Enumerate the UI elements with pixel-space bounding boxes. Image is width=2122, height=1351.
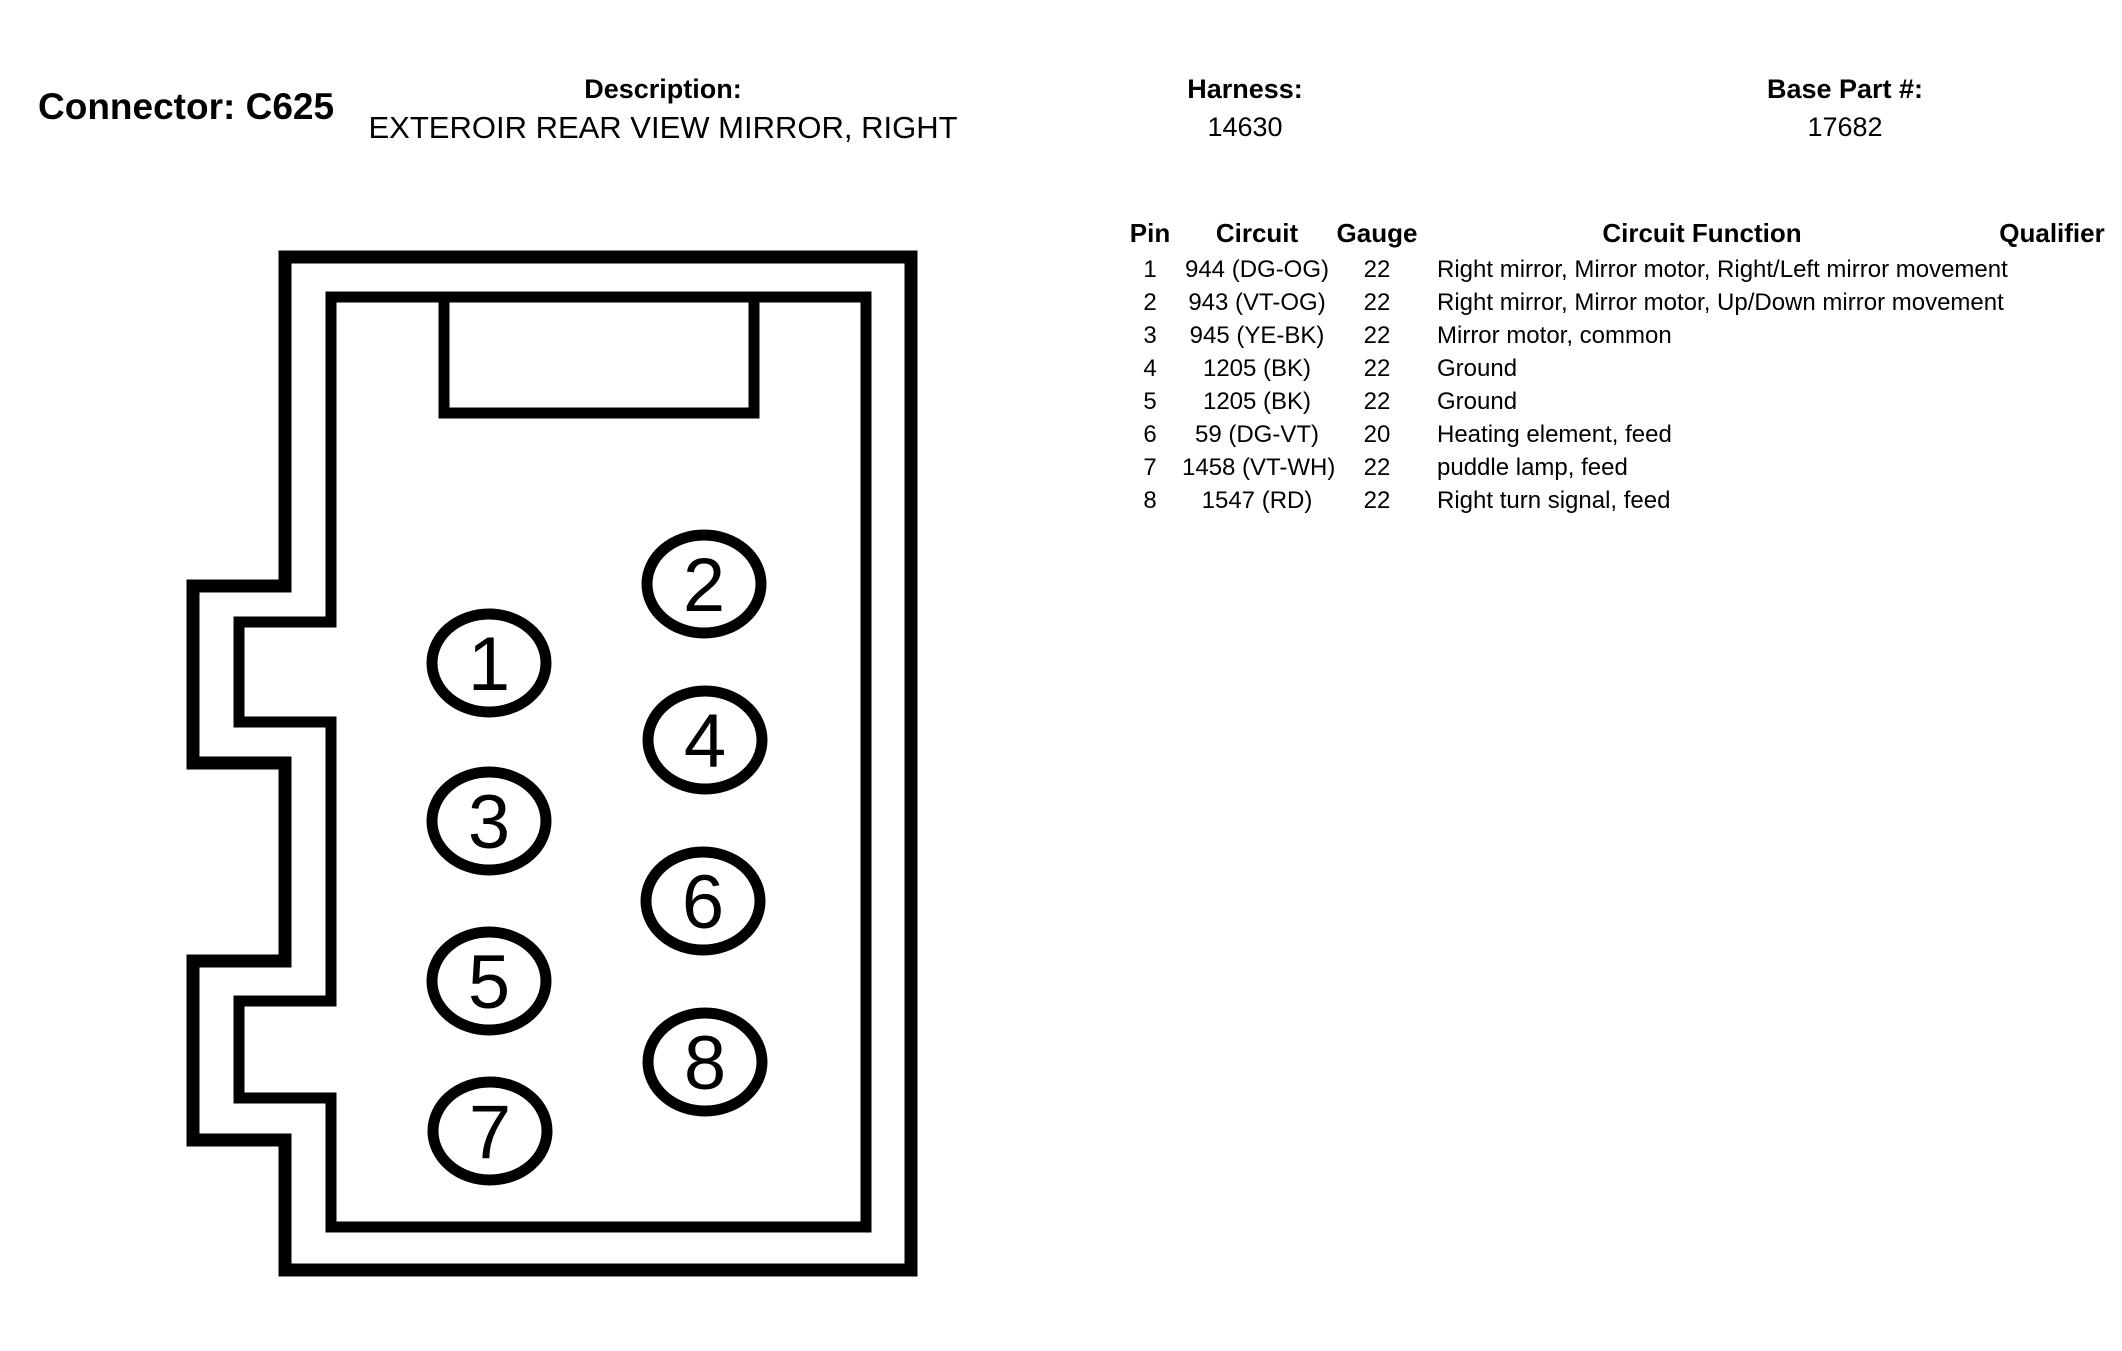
cell-pin: 1 (1143, 256, 1157, 283)
cell-circuit: 943 (VT-OG) (1188, 289, 1326, 316)
col-header-function: Circuit Function (1602, 218, 1802, 248)
cell-function: Right turn signal, feed (1437, 487, 1671, 514)
cell-function: puddle lamp, feed (1437, 454, 1628, 481)
cell-gauge: 22 (1363, 388, 1391, 415)
pin-7 (433, 1082, 547, 1180)
cell-circuit: 1547 (RD) (1201, 487, 1313, 514)
pin-4 (648, 691, 762, 789)
connector-inner-wall (239, 297, 866, 1227)
pin-1-label: 1 (467, 622, 511, 707)
cell-pin: 7 (1143, 454, 1157, 481)
pin-1 (432, 614, 546, 712)
col-header-circuit: Circuit (1215, 218, 1299, 248)
col-header-qualifier: Qualifier (1999, 218, 2105, 248)
cell-pin: 4 (1143, 355, 1157, 382)
pin-8-label: 8 (683, 1021, 727, 1106)
cell-circuit: 1205 (BK) (1202, 355, 1312, 382)
harness-label: Harness: (1187, 74, 1303, 104)
cell-function: Right mirror, Mirror motor, Up/Down mirror movement (1437, 289, 2004, 316)
keyway-slot (444, 297, 754, 413)
cell-pin: 6 (1143, 421, 1157, 448)
col-header-gauge: Gauge (1336, 218, 1418, 248)
pin-5-label: 5 (467, 940, 511, 1025)
pin-3 (432, 772, 546, 870)
cell-circuit: 944 (DG-OG) (1184, 256, 1330, 283)
cell-function: Mirror motor, common (1437, 322, 1672, 349)
cell-gauge: 22 (1363, 454, 1391, 481)
description-label: Description: (584, 74, 742, 104)
base-part-label: Base Part #: (1766, 74, 1924, 104)
cell-gauge: 22 (1363, 289, 1391, 316)
cell-circuit: 59 (DG-VT) (1194, 421, 1319, 448)
cell-circuit: 945 (YE-BK) (1189, 322, 1325, 349)
connector-title: Connector: C625 (38, 86, 335, 127)
cell-function: Right mirror, Mirror motor, Right/Left mirror movement (1437, 256, 2008, 283)
cell-circuit: 1205 (BK) (1202, 388, 1312, 415)
pin-7-label: 7 (468, 1090, 512, 1175)
cell-circuit: 1458 (VT-WH) (1182, 454, 1336, 481)
pin-8 (648, 1013, 762, 1111)
cell-function: Ground (1437, 388, 1518, 415)
pin-6-label: 6 (681, 860, 725, 945)
base-part-value: 17682 (1807, 112, 1883, 142)
pin-3-label: 3 (467, 780, 511, 865)
cell-gauge: 22 (1363, 256, 1391, 283)
cell-gauge: 20 (1363, 421, 1391, 448)
cell-pin: 2 (1143, 289, 1157, 316)
description-value: EXTEROIR REAR VIEW MIRROR, RIGHT (368, 110, 958, 145)
col-header-pin: Pin (1129, 218, 1171, 248)
cell-gauge: 22 (1363, 487, 1391, 514)
cell-pin: 5 (1143, 388, 1157, 415)
cell-pin: 3 (1143, 322, 1157, 349)
cell-function: Heating element, feed (1437, 421, 1672, 448)
pin-4-label: 4 (683, 699, 727, 784)
cell-function: Ground (1437, 355, 1518, 382)
cell-pin: 8 (1143, 487, 1157, 514)
pin-6 (646, 852, 760, 950)
cell-gauge: 22 (1363, 355, 1391, 382)
harness-value: 14630 (1207, 112, 1283, 142)
pin-5 (432, 932, 546, 1030)
pin-2 (647, 535, 761, 633)
cell-gauge: 22 (1363, 322, 1391, 349)
pin-2-label: 2 (682, 543, 726, 628)
